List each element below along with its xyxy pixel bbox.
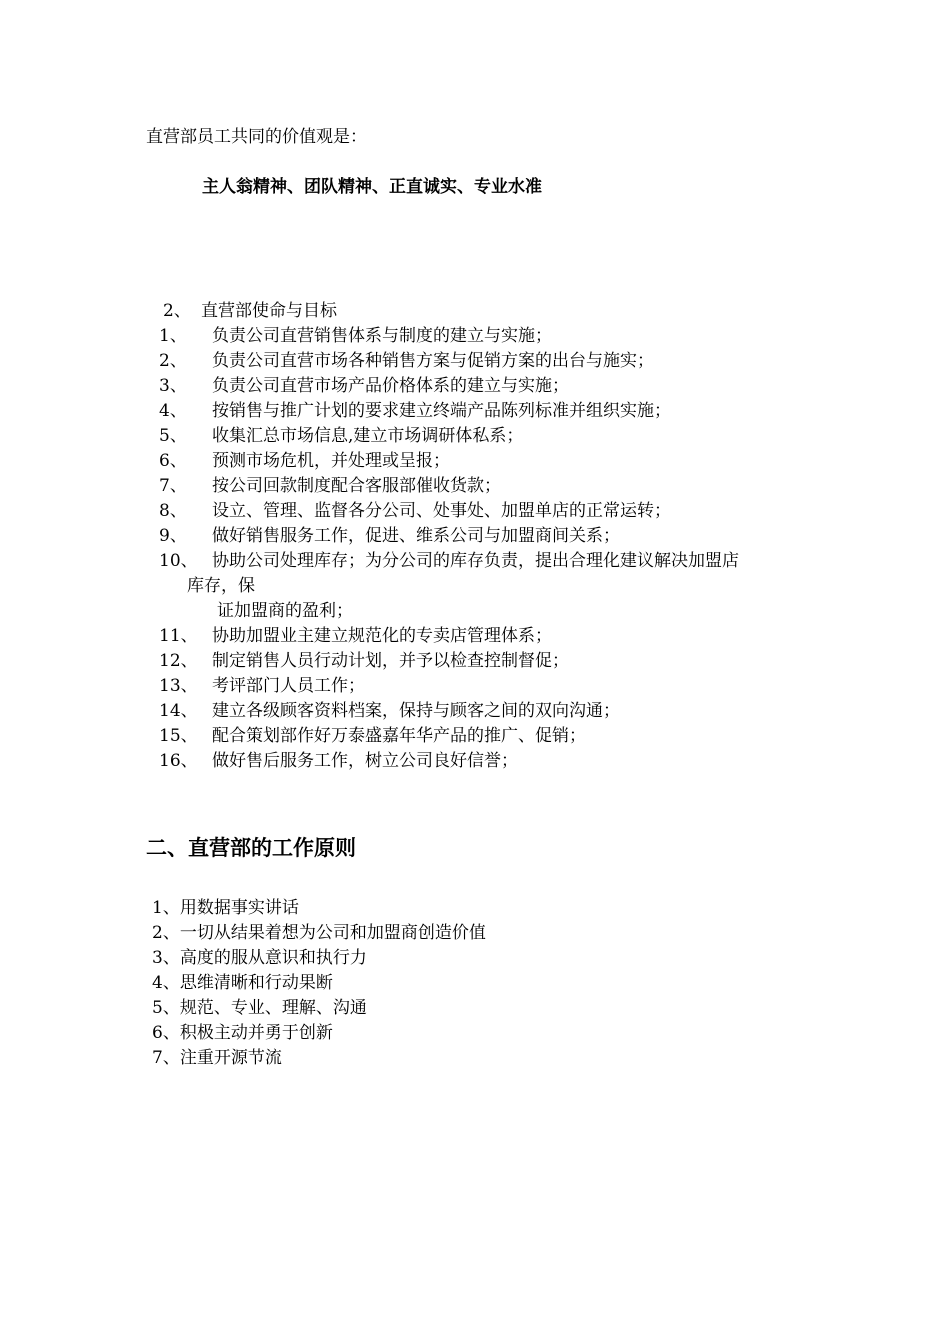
mission-item-number: 9、 <box>159 526 187 546</box>
mission-heading-number: 2、 <box>163 301 191 321</box>
mission-item-number: 16、 <box>159 751 198 771</box>
mission-item-number: 10、 <box>159 551 198 571</box>
mission-item-text: 按销售与推广计划的要求建立终端产品陈列标准并组织实施； <box>212 401 671 421</box>
mission-item-number: 12、 <box>159 651 198 671</box>
mission-item <box>159 724 819 749</box>
principle-item: 1、用数据事实讲话 <box>152 898 299 918</box>
mission-item-text: 配合策划部作好万泰盛嘉年华产品的推广、促销； <box>212 726 586 746</box>
mission-item-text: 协助公司处理库存；为分公司的库存负责，提出合理化建议解决加盟店 <box>212 551 739 571</box>
mission-item-number: 8、 <box>159 501 187 521</box>
mission-item-text: 设立、管理、监督各分公司、处事处、加盟单店的正常运转； <box>212 501 671 521</box>
mission-item <box>159 499 819 524</box>
mission-item <box>159 324 819 349</box>
mission-item-text-continued: 库存，保 <box>187 576 255 596</box>
mission-item <box>159 449 819 474</box>
principle-item: 4、思维清晰和行动果断 <box>152 973 333 993</box>
values-intro: 直营部员工共同的价值观是： <box>146 127 367 147</box>
mission-item-number: 2、 <box>159 351 187 371</box>
mission-item-number: 4、 <box>159 401 187 421</box>
mission-list <box>159 324 819 774</box>
mission-item-text: 做好售后服务工作，树立公司良好信誉； <box>212 751 518 771</box>
mission-item <box>159 624 819 649</box>
mission-item <box>159 524 819 549</box>
mission-heading <box>163 300 337 322</box>
mission-item-text: 建立各级顾客资料档案，保持与顾客之间的双向沟通； <box>212 701 620 721</box>
mission-item <box>159 424 819 449</box>
mission-item <box>159 549 819 624</box>
mission-item-text: 收集汇总市场信息,建立市场调研体私系； <box>212 426 524 446</box>
principle-item: 3、高度的服从意识和执行力 <box>152 948 367 968</box>
mission-item-number: 5、 <box>159 426 187 446</box>
mission-heading-text: 直营部使命与目标 <box>201 301 337 321</box>
mission-item <box>159 649 819 674</box>
mission-item <box>159 399 819 424</box>
mission-item-number: 1、 <box>159 326 187 346</box>
principles-list <box>152 896 486 1071</box>
mission-item-number: 7、 <box>159 476 187 496</box>
mission-item-text: 负责公司直营销售体系与制度的建立与实施； <box>212 326 552 346</box>
mission-item-text: 按公司回款制度配合客服部催收货款； <box>212 476 501 496</box>
principle-item: 5、规范、专业、理解、沟通 <box>152 998 367 1018</box>
mission-item <box>159 699 819 724</box>
mission-item-number: 3、 <box>159 376 187 396</box>
principles-heading: 二、直营部的工作原则 <box>146 836 356 860</box>
mission-item-text: 制定销售人员行动计划，并予以检查控制督促； <box>212 651 569 671</box>
mission-item <box>159 474 819 499</box>
mission-item-number: 14、 <box>159 701 198 721</box>
mission-item-number: 6、 <box>159 451 187 471</box>
mission-item-number: 11、 <box>159 626 198 646</box>
mission-item <box>159 674 819 699</box>
mission-item-text: 考评部门人员工作； <box>212 676 365 696</box>
principle-item: 2、一切从结果着想为公司和加盟商创造价值 <box>152 923 486 943</box>
mission-item-text: 负责公司直营市场各种销售方案与促销方案的出台与施实； <box>212 351 654 371</box>
principle-item: 6、积极主动并勇于创新 <box>152 1023 333 1043</box>
mission-item <box>159 349 819 374</box>
mission-item-text: 预测市场危机，并处理或呈报； <box>212 451 450 471</box>
principle-item: 7、注重开源节流 <box>152 1048 282 1068</box>
mission-item-text: 做好销售服务工作，促进、维系公司与加盟商间关系； <box>212 526 620 546</box>
mission-item <box>159 374 819 399</box>
mission-item-number: 13、 <box>159 676 198 696</box>
mission-item-text: 协助加盟业主建立规范化的专卖店管理体系； <box>212 626 552 646</box>
mission-item <box>159 749 819 774</box>
mission-item-text-continued: 证加盟商的盈利； <box>217 601 353 621</box>
mission-item-text: 负责公司直营市场产品价格体系的建立与实施； <box>212 376 569 396</box>
values-statement: 主人翁精神、团队精神、正直诚实、专业水准 <box>202 177 542 197</box>
mission-item-number: 15、 <box>159 726 198 746</box>
